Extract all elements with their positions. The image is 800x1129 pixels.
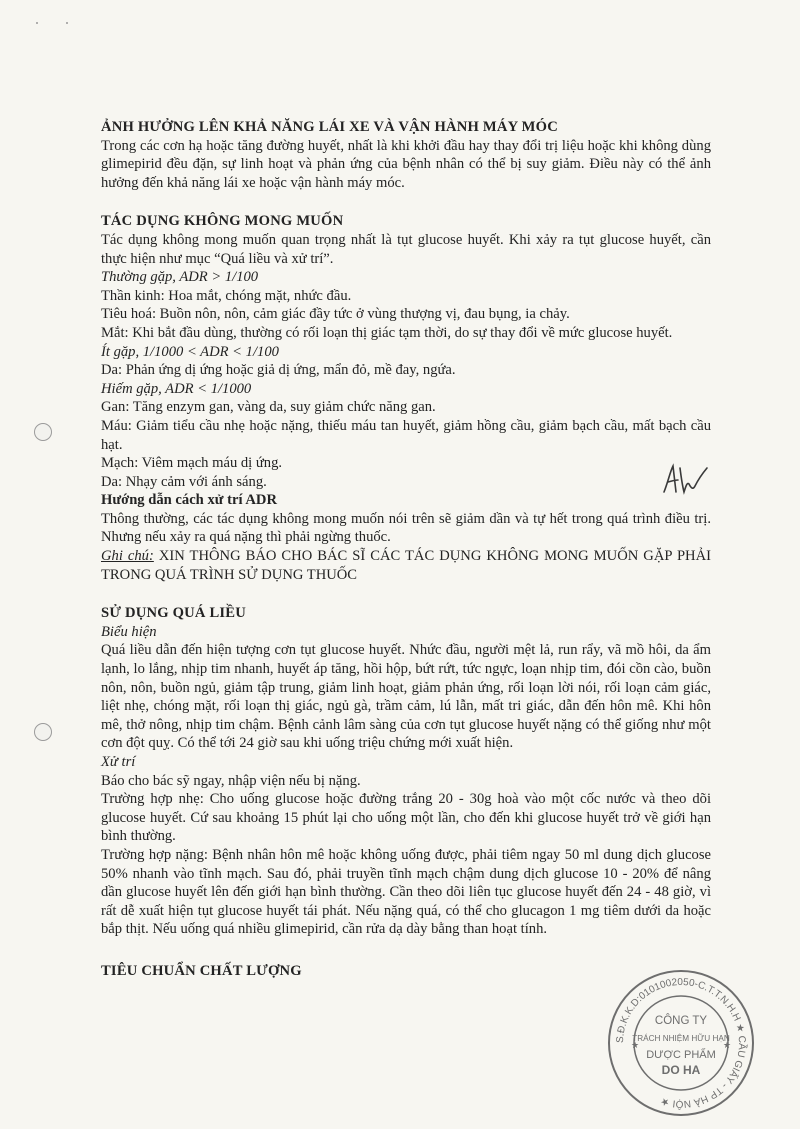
- common-item: Tiêu hoá: Buồn nôn, nôn, cảm giác đầy tức ở vùng thượng vị, đau bụng, ia chảy.: [101, 306, 570, 323]
- company-stamp: [606, 968, 756, 1118]
- rare-item: Máu: Giảm tiểu cầu nhẹ hoặc nặng, thiếu máu tan huyết, giảm hồng cầu, giảm bạch cầu, mất bạch cầu hạt.: [101, 417, 711, 453]
- common-item: Mắt: Khi bắt đầu dùng, thường có rối loạn thị giác tạm thời, do sự thay đổi về mức glucose huyết.: [101, 324, 673, 341]
- scan-speck: [66, 22, 68, 24]
- heading-overdose: SỬ DỤNG QUÁ LIỀU: [101, 605, 246, 622]
- treatment-label: Xử trí: [101, 754, 136, 770]
- uncommon-label: Ít gặp, 1/1000 < ADR < 1/100: [101, 343, 279, 360]
- signs-label: Biểu hiện: [101, 623, 157, 640]
- uncommon-item: Da: Phản ứng dị ứng hoặc giả dị ứng, mẩn đỏ, mề đay, ngứa.: [101, 362, 456, 379]
- heading-side-effects: TÁC DỤNG KHÔNG MONG MUỐN: [101, 213, 344, 230]
- adr-heading: Hướng dẫn cách xử trí ADR: [101, 492, 278, 509]
- rare-label: Hiếm gặp, ADR < 1/1000: [101, 380, 252, 397]
- side-effects-intro: Tác dụng không mong muốn quan trọng nhất là tụt glucose huyết. Khi xảy ra tụt glucose huyết, cần thực hiện như mục “Quá liều và xử trí”.: [101, 231, 711, 267]
- star-icon: ★: [630, 1041, 640, 1051]
- punch-hole: [34, 423, 52, 441]
- adr-body: Thông thường, các tác dụng không mong muốn nói trên sẽ giảm dần và tự hết trong quá trình điều trị. Nhưng nếu xảy ra quá nặng thì phải ngừng thuốc.: [101, 510, 711, 546]
- star-icon: ★: [722, 1041, 732, 1051]
- note-text: XIN THÔNG BÁO CHO BÁC SĨ CÁC TÁC DỤNG KHÔNG MONG MUỐN GẶP PHẢI TRONG QUÁ TRÌNH SỬ DỤNG THUỐC: [101, 548, 711, 583]
- stamp-line3: DƯỢC PHẨM: [646, 1049, 716, 1061]
- rare-item: Gan: Tăng enzym gan, vàng da, suy giảm chức năng gan.: [101, 399, 436, 416]
- note: [101, 547, 711, 584]
- rare-item: Mạch: Viêm mạch máu dị ứng.: [101, 455, 283, 472]
- stamp-line2: TRÁCH NHIỆM HỮU HẠN: [632, 1034, 730, 1043]
- common-label: Thường gặp, ADR > 1/100: [101, 269, 259, 286]
- rare-item: Da: Nhạy cảm với ánh sáng.: [101, 473, 267, 490]
- driving-body: Trong các cơn hạ hoặc tăng đường huyết, nhất là khi khởi đầu hay thay đổi trị liệu hoặc khi không dùng glimepirid đều đặn, sự linh hoạt và phản ứng của bệnh nhân có thể bị suy giảm. Điều này có thể ảnh hưởng đến khả năng lái xe hoặc vận hành máy móc.: [101, 137, 711, 191]
- document-page: [101, 118, 711, 981]
- stamp-line4: DO HA: [661, 1063, 701, 1077]
- scan-speck: [36, 22, 38, 24]
- treatment-item: Trường hợp nặng: Bệnh nhân hôn mê hoặc không uống được, phải tiêm ngay 50 ml dung dịch glucose 50% nhanh vào tĩnh mạch. Sau đó, phải truyền tĩnh mạch chậm dung dịch glucose 10 - 20% để nâng dần glucose huyết lên đến giới hạn bình thường. Cần theo dõi liên tục glucose huyết đến 24 - 48 giờ, vì rất dễ xuất hiện tụt glucose huyết tái phát. Nếu nặng quá, có thể cho glucagon 1 mg tiêm dưới da hoặc bắp thịt. Nếu uống quá nhiều glimepirid, cần rửa dạ dày bằng than hoạt tính.: [101, 846, 711, 938]
- treatment-item: Trường hợp nhẹ: Cho uống glucose hoặc đường trắng 20 - 30g hoà vào một cốc nước và theo dõi glucose huyết. Cứ sau khoảng 15 phút lại cho uống một lần, cho đến khi glucose huyết trở về giới hạn bình thường.: [101, 791, 711, 845]
- treatment-item: Báo cho bác sỹ ngay, nhập viện nếu bị nặng.: [101, 772, 361, 789]
- signs-body: Quá liều dẫn đến hiện tượng cơn tụt glucose huyết. Nhức đầu, người mệt lả, run rẩy, vã mồ hôi, da ẩm lạnh, lo lắng, nhịp tim nhanh, huyết áp tăng, hồi hộp, bứt rứt, tức ngực, loạn nhịp tim, đói cồn cào, buồn nôn, nôn, buồn ngủ, giảm tập trung, giảm linh hoạt, giảm phản ứng, rối loạn lời nói, rối loạn cảm giác, liệt nhẹ, chóng mặt, rối loạn thị giác, ngủ gà, trầm cảm, lú lẫn, mất tri giác, dẫn đến hôn mê. Khi hôn mê, thở nông, nhịp tim chậm. Bệnh cảnh lâm sàng của cơn tụt glucose huyết nặng có thể giống như một cơn đột quỵ. Có thể tới 24 giờ sau khi uống triệu chứng mới xuất hiện.: [101, 642, 711, 752]
- common-item: Thần kinh: Hoa mắt, chóng mặt, nhức đầu.: [101, 287, 352, 304]
- stamp-ring-text: S.Đ.K.K.D:0101002050-C.T.T.N.H.H ★ CẦU GIẤY - TP HÀ NỘI ★: [614, 976, 748, 1110]
- heading-quality: TIÊU CHUẨN CHẤT LƯỢNG: [101, 962, 302, 979]
- punch-hole: [34, 723, 52, 741]
- stamp-line1: CÔNG TY: [654, 1015, 708, 1027]
- heading-driving: ẢNH HƯỞNG LÊN KHẢ NĂNG LÁI XE VÀ VẬN HÀNH MÁY MÓC: [101, 119, 558, 135]
- note-label: Ghi chú:: [101, 548, 154, 565]
- signature-mark: [660, 462, 710, 496]
